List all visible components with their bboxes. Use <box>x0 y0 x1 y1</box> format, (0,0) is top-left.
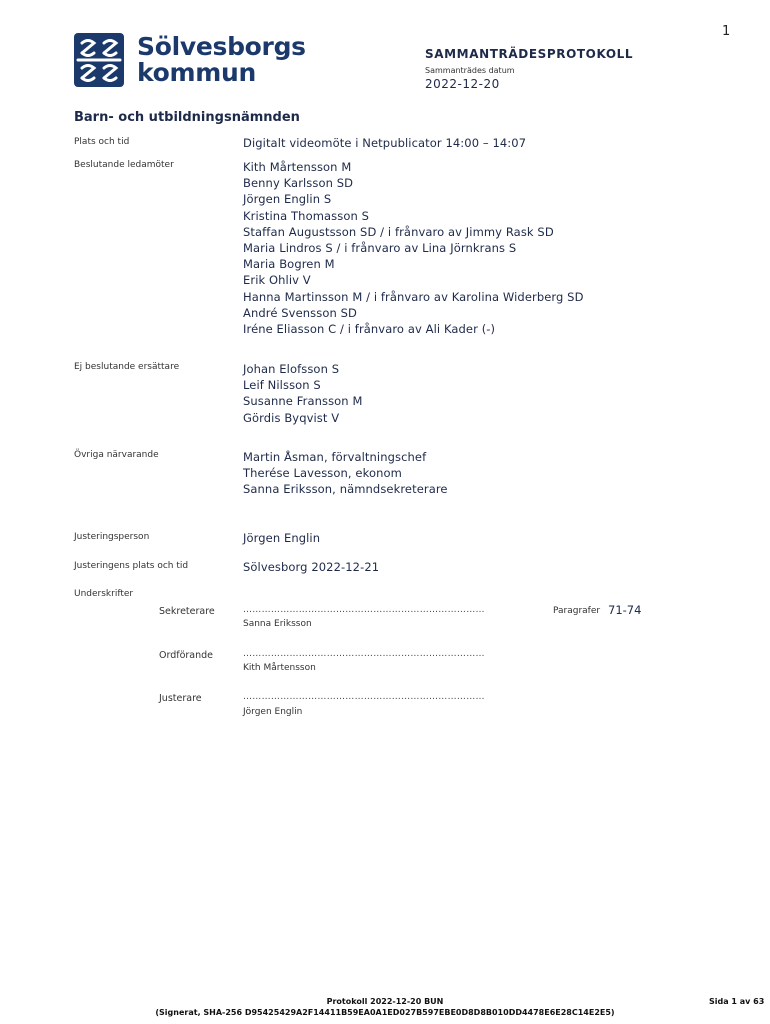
member-name: Kristina Thomasson S <box>243 208 370 223</box>
adjuster-label: Justeringsperson <box>74 532 150 542</box>
member-name: Hanna Martinsson M / i frånvaro av Karolina Widerberg SD <box>243 289 584 304</box>
substitute-name: Susanne Fransson M <box>243 394 363 409</box>
member-name: André Svensson SD <box>243 305 357 320</box>
substitute-name: Gördis Byqvist V <box>243 410 340 425</box>
attendee-name: Martin Åsman, förvaltningschef <box>243 450 427 464</box>
signature-line: …………………………………………………………………… <box>243 605 485 615</box>
member-name: Kith Mårtensson M <box>243 160 352 174</box>
attendee-name: Therése Lavesson, ekonom <box>243 466 402 481</box>
brand-name <box>137 34 306 86</box>
member-name: Staffan Augustsson SD / i frånvaro av Jimmy Rask SD <box>243 224 554 239</box>
signature-line: …………………………………………………………………… <box>243 692 485 702</box>
adjuster-value: Jörgen Englin <box>243 531 321 545</box>
others-present-label: Övriga närvarande <box>74 450 159 460</box>
member-name: Maria Bogren M <box>243 257 335 272</box>
signatory-name: Sanna Eriksson <box>243 619 312 629</box>
meeting-date: 2022-12-20 <box>425 77 500 91</box>
signatory-name: Kith Mårtensson <box>243 663 316 673</box>
others-present-list <box>243 449 448 498</box>
paragraphs-value: 71-74 <box>608 603 642 617</box>
substitutes-list <box>243 361 362 426</box>
page-number: 1 <box>722 24 731 39</box>
deciding-members-label: Beslutande ledamöter <box>74 160 174 170</box>
meeting-date-label: Sammanträdes datum <box>425 66 515 75</box>
municipality-logo-icon <box>74 33 124 87</box>
signatory-name: Jörgen Englin <box>243 707 303 717</box>
signatures-label: Underskrifter <box>74 589 134 599</box>
document-title: SAMMANTRÄDESPROTOKOLL <box>425 47 634 61</box>
member-name: Iréne Eliasson C / i frånvaro av Ali Kader (-) <box>243 322 496 337</box>
signature-role-secretary: Sekreterare <box>159 606 215 617</box>
member-name: Jörgen Englin S <box>243 192 332 207</box>
brand-line-2: kommun <box>137 58 257 87</box>
place-value: Digitalt videomöte i Netpublicator 14:00 – 14:07 <box>243 136 527 150</box>
footer-signature-hash: (Signerat, SHA-256 D95425429A2F14411B59EA0A1ED027B597EBE0D8D8B010DD4478E6E28C14E2E5) <box>155 1008 615 1017</box>
place-label: Plats och tid <box>74 137 130 147</box>
member-name: Benny Karlsson SD <box>243 176 354 191</box>
footer-page-count: Sida 1 av 63 <box>709 997 765 1006</box>
signature-role-adjuster: Justerare <box>159 693 202 704</box>
substitute-name: Johan Elofsson S <box>243 362 340 376</box>
signature-line: …………………………………………………………………… <box>243 649 485 659</box>
paragraphs-label: Paragrafer <box>553 606 601 616</box>
substitute-name: Leif Nilsson S <box>243 378 321 393</box>
adjust-place-value: Sölvesborg 2022-12-21 <box>243 560 380 574</box>
member-name: Maria Lindros S / i frånvaro av Lina Jörnkrans S <box>243 241 517 256</box>
signature-role-chair: Ordförande <box>159 650 214 661</box>
attendee-name: Sanna Eriksson, nämndsekreterare <box>243 482 448 497</box>
footer-protocol: Protokoll 2022-12-20 BUN <box>326 997 444 1006</box>
committee-name: Barn- och utbildningsnämnden <box>74 110 300 125</box>
adjust-place-label: Justeringens plats och tid <box>74 561 189 571</box>
member-name: Erik Ohliv V <box>243 273 311 288</box>
brand-line-1: Sölvesborgs <box>137 32 306 61</box>
deciding-members-list <box>243 159 584 337</box>
substitutes-label: Ej beslutande ersättare <box>74 362 180 372</box>
